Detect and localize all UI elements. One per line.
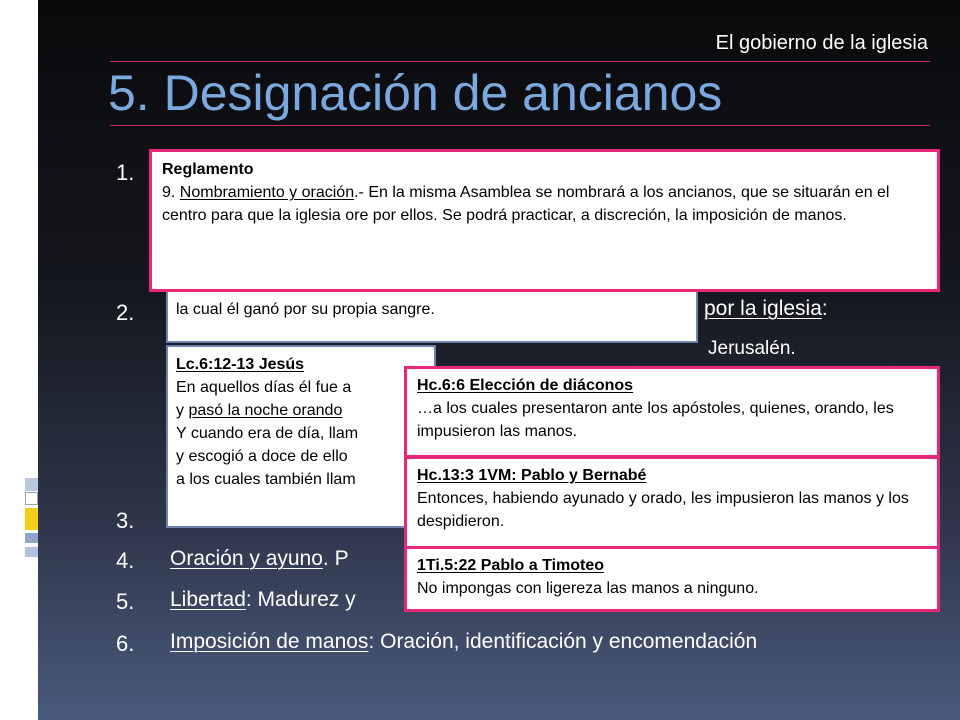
item-number-4: 4.	[116, 548, 135, 573]
left-strip	[0, 0, 38, 720]
item-5: Libertad: Madurez y	[170, 588, 356, 611]
reglamento-text: 9. Nombramiento y oración.- En la misma Asamblea se nombrará a los ancianos, que se situarán en el centro para que la iglesia ore por ellos. Se podrá practicar, a discreción, la imposición de manos.	[162, 184, 890, 224]
hechos13-box	[404, 456, 940, 549]
item-6: Imposición de manos: Oración, identificación y encomendación	[170, 630, 758, 653]
lucas-box	[166, 345, 436, 528]
lucas-line-5: a los cuales también llam	[176, 471, 356, 488]
hechos6-title: Hc.6:6 Elección de diáconos	[417, 377, 634, 394]
lucas-line-3: Y cuando era de día, llam	[176, 425, 359, 442]
item-number-1: 1.	[116, 160, 135, 185]
decor-square	[25, 508, 38, 530]
decor-square	[25, 547, 38, 557]
reglamento-box	[149, 149, 940, 292]
item-number-6: 6.	[116, 631, 135, 656]
lucas-line-1: En aquellos días él fue a	[176, 379, 352, 396]
item-number-3: 3.	[116, 508, 135, 533]
lucas-line-4: y escogió a doce de ello	[176, 448, 348, 465]
hechos6-text: …a los cuales presentaron ante los apóstoles, quienes, orando, les impusieron las manos.	[417, 400, 894, 440]
item-number-2: 2.	[116, 300, 135, 325]
hechos6-box	[404, 366, 940, 458]
hechos-fragment-text: la cual él ganó por su propia sangre.	[176, 301, 435, 318]
lucas-line-2: y pasó la noche orando	[176, 402, 343, 419]
reglamento-title: Reglamento	[162, 161, 254, 178]
hechos13-text: Entonces, habiendo ayunado y orado, les impusieron las manos y los despidieron.	[417, 490, 909, 530]
header-rule	[110, 61, 930, 62]
decor-square	[25, 492, 38, 505]
title-rule	[110, 125, 930, 126]
lucas-box-title: Lc.6:12-13 Jesús	[176, 356, 305, 373]
timoteo-title: 1Ti.5:22 Pablo a Timoteo	[417, 557, 605, 574]
timoteo-text: No impongas con ligereza las manos a ninguno.	[417, 580, 759, 597]
item-number-5: 5.	[116, 589, 135, 614]
decor-square	[25, 478, 38, 491]
item-2-fragment: por la iglesia:	[704, 297, 828, 320]
header-text: El gobierno de la iglesia	[715, 32, 928, 54]
hechos13-title: Hc.13:3 1VM: Pablo y Bernabé	[417, 467, 647, 484]
item-2-sub-fragment: Jerusalén.	[708, 338, 796, 359]
timoteo-box	[404, 546, 940, 612]
item-4: Oración y ayuno. P	[170, 547, 349, 570]
slide-title: 5. Designación de ancianos	[108, 65, 723, 121]
decor-square	[25, 533, 38, 543]
